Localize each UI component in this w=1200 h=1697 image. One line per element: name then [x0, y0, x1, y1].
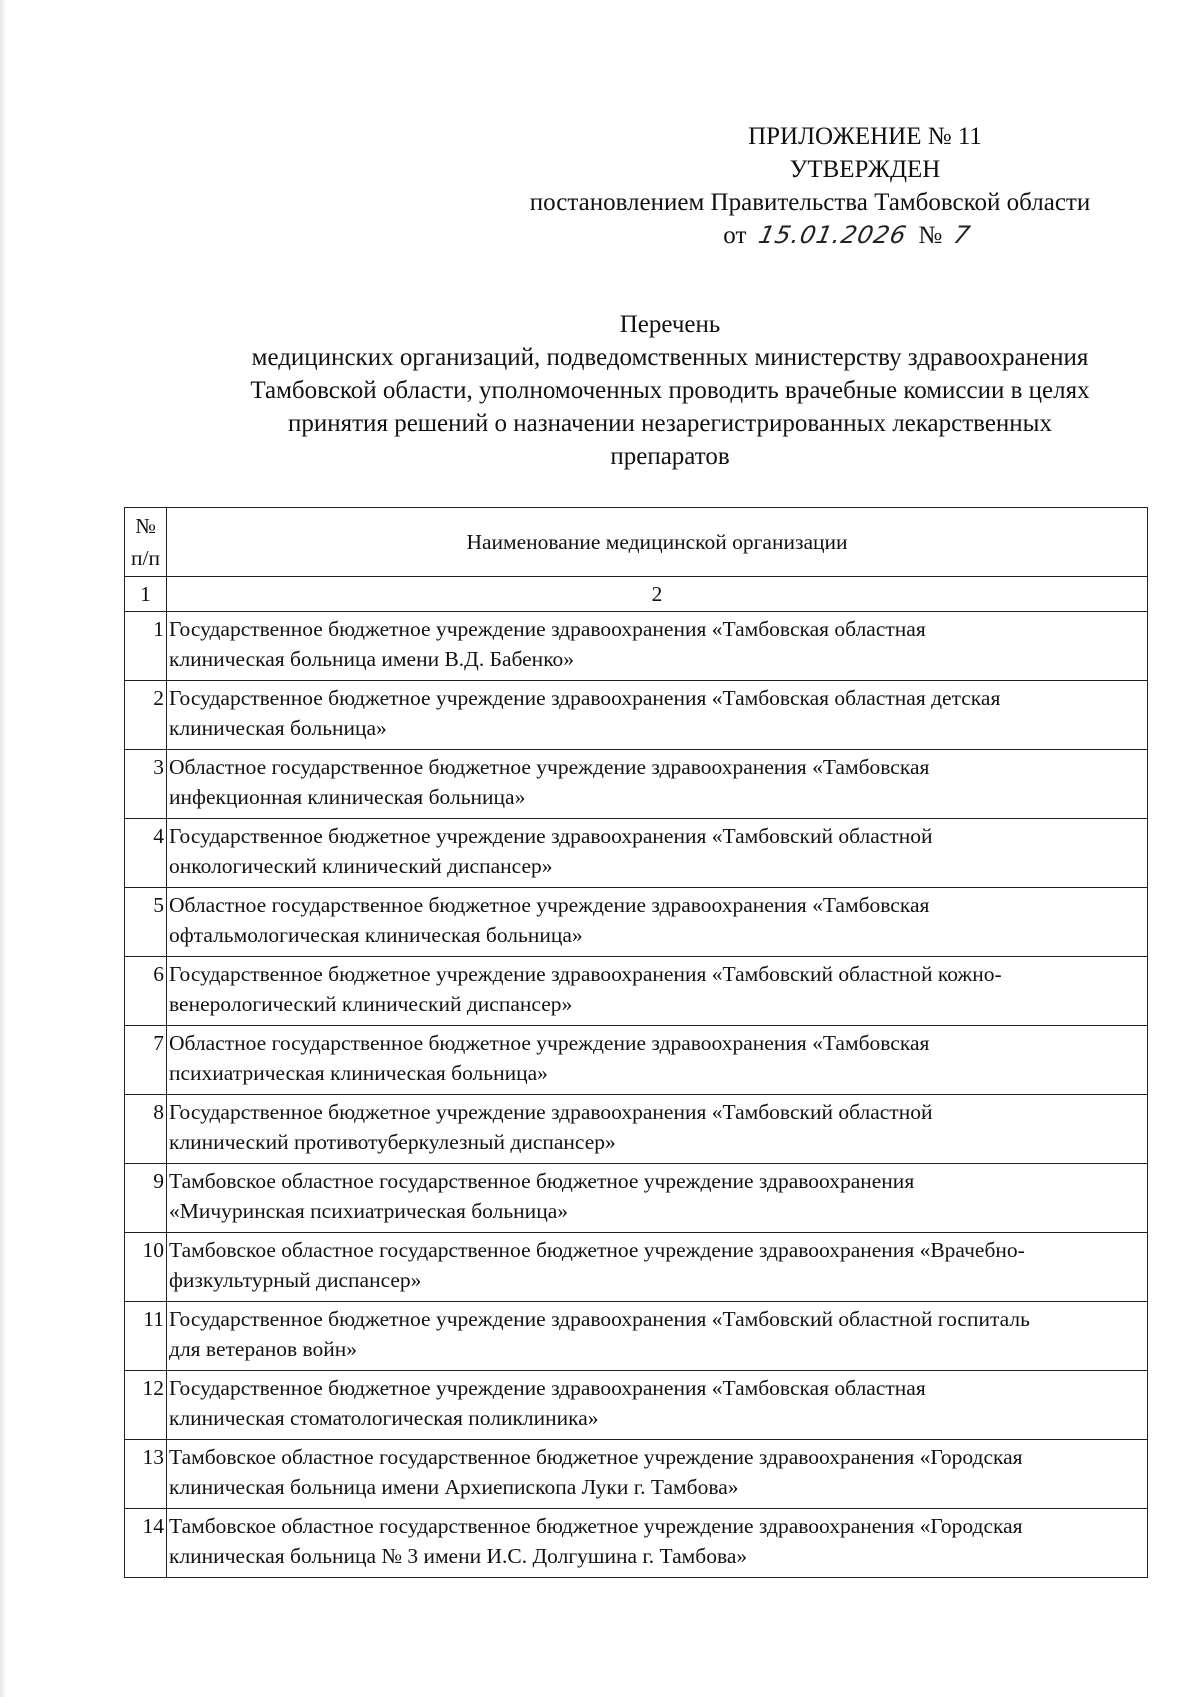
organization-name-line: Государственное бюджетное учреждение здравоохранения «Тамбовский областной кожно-: [169, 962, 1002, 986]
table-row: [125, 1026, 1148, 1095]
title-line: Перечень: [619, 311, 721, 338]
appendix-number: ПРИЛОЖЕНИЕ № 11: [748, 123, 982, 150]
date-prefix: от: [723, 222, 747, 249]
handwritten-number: 7: [951, 221, 974, 249]
organization-name: [167, 750, 1148, 819]
row-number: 13: [125, 1440, 167, 1509]
table-header-row: [125, 508, 1148, 577]
table-row: [125, 1302, 1148, 1371]
table-row: [125, 681, 1148, 750]
row-number: 11: [125, 1302, 167, 1371]
organization-name: [167, 612, 1148, 681]
title-line: препаратов: [610, 443, 730, 470]
scan-edge: [0, 0, 6, 1697]
table-row: [125, 1371, 1148, 1440]
table-row: [125, 1440, 1148, 1509]
row-number: 12: [125, 1371, 167, 1440]
organization-name: [167, 1095, 1148, 1164]
organization-name-line: физкультурный диспансер»: [169, 1268, 422, 1292]
organization-name: [167, 1371, 1148, 1440]
table-row: [125, 612, 1148, 681]
organization-name-line: онкологический клинический диспансер»: [169, 854, 553, 878]
organization-name-line: для ветеранов войн»: [169, 1337, 358, 1361]
organization-name-line: Государственное бюджетное учреждение здравоохранения «Тамбовский областной: [169, 824, 933, 848]
organization-name-line: инфекционная клиническая больница»: [169, 785, 526, 809]
organization-name-line: клинический противотуберкулезный диспансер»: [169, 1130, 616, 1154]
organization-name-line: клиническая стоматологическая поликлиника»: [169, 1406, 599, 1430]
header-number: [125, 508, 167, 577]
header-number-symbol: №: [135, 514, 156, 538]
organization-name: [167, 957, 1148, 1026]
organization-name-line: Тамбовское областное государственное бюджетное учреждение здравоохранения «Городская: [169, 1514, 1023, 1538]
header-number-abbr: п/п: [131, 546, 160, 570]
row-number: 10: [125, 1233, 167, 1302]
organization-name-line: Тамбовское областное государственное бюджетное учреждение здравоохранения «Городская: [169, 1445, 1023, 1469]
organization-name-line: Областное государственное бюджетное учреждение здравоохранения «Тамбовская: [169, 1031, 930, 1055]
organization-name: [167, 888, 1148, 957]
organization-name-line: «Мичуринская психиатрическая больница»: [169, 1199, 568, 1223]
row-number: 9: [125, 1164, 167, 1233]
document-title: [170, 308, 1170, 473]
approval-block: [460, 120, 1160, 252]
organization-name-line: Областное государственное бюджетное учреждение здравоохранения «Тамбовская: [169, 755, 930, 779]
organization-name: [167, 1302, 1148, 1371]
row-number: 2: [125, 681, 167, 750]
table-row: [125, 1233, 1148, 1302]
table-row: [125, 957, 1148, 1026]
table-row: [125, 819, 1148, 888]
row-number: 8: [125, 1095, 167, 1164]
organization-name: [167, 681, 1148, 750]
organization-name: [167, 819, 1148, 888]
row-number: 3: [125, 750, 167, 819]
organization-name-line: Тамбовское областное государственное бюджетное учреждение здравоохранения: [169, 1169, 915, 1193]
row-number: 5: [125, 888, 167, 957]
row-number: 7: [125, 1026, 167, 1095]
organization-name: [167, 1440, 1148, 1509]
table-row: [125, 888, 1148, 957]
column-index-cell: 2: [167, 577, 1148, 612]
table-row: [125, 1095, 1148, 1164]
row-number: 14: [125, 1509, 167, 1578]
organization-name-line: Государственное бюджетное учреждение здравоохранения «Тамбовская областная: [169, 617, 926, 641]
approval-authority: постановлением Правительства Тамбовской области: [529, 189, 1091, 216]
table-row: [125, 1509, 1148, 1578]
organization-name: [167, 1026, 1148, 1095]
title-line: принятия решений о назначении незарегистрированных лекарственных: [288, 410, 1052, 437]
handwritten-date: 15.01.2026: [755, 221, 910, 249]
organization-name-line: Государственное бюджетное учреждение здравоохранения «Тамбовская областная: [169, 1376, 926, 1400]
column-index-row: [125, 577, 1148, 612]
organization-name-line: Тамбовское областное государственное бюджетное учреждение здравоохранения «Врачебно-: [169, 1238, 1025, 1262]
row-number: 1: [125, 612, 167, 681]
title-line: Тамбовской области, уполномоченных проводить врачебные комиссии в целях: [250, 377, 1090, 404]
organization-name-line: Государственное бюджетное учреждение здравоохранения «Тамбовский областной госпиталь: [169, 1307, 1030, 1331]
column-index-cell: 1: [125, 577, 167, 612]
organization-name: [167, 1164, 1148, 1233]
approval-mark: УТВЕРЖДЕН: [789, 156, 941, 183]
row-number: 4: [125, 819, 167, 888]
organization-name-line: клиническая больница имени В.Д. Бабенко»: [169, 647, 575, 671]
organization-name-line: венерологический клинический диспансер»: [169, 992, 573, 1016]
approval-date-line: [540, 219, 1160, 252]
organization-name-line: клиническая больница имени Архиепископа Луки г. Тамбова»: [169, 1475, 739, 1499]
organization-name-line: офтальмологическая клиническая больница»: [169, 923, 583, 947]
number-prefix: №: [918, 222, 943, 249]
organization-name: [167, 1233, 1148, 1302]
organization-name-line: Областное государственное бюджетное учреждение здравоохранения «Тамбовская: [169, 893, 930, 917]
table-row: [125, 750, 1148, 819]
organization-name-line: Государственное бюджетное учреждение здравоохранения «Тамбовский областной: [169, 1100, 933, 1124]
organization-name-line: клиническая больница»: [169, 716, 387, 740]
organization-name-line: Государственное бюджетное учреждение здравоохранения «Тамбовская областная детская: [169, 686, 1001, 710]
organization-name-line: клиническая больница № 3 имени И.С. Долгушина г. Тамбова»: [169, 1544, 748, 1568]
title-line: медицинских организаций, подведомственных министерству здравоохранения: [251, 344, 1089, 371]
organization-name-line: психиатрическая клиническая больница»: [169, 1061, 548, 1085]
row-number: 6: [125, 957, 167, 1026]
organization-name: [167, 1509, 1148, 1578]
table-row: [125, 1164, 1148, 1233]
organizations-table: [124, 507, 1148, 1578]
header-organization-name: Наименование медицинской организации: [167, 508, 1148, 577]
